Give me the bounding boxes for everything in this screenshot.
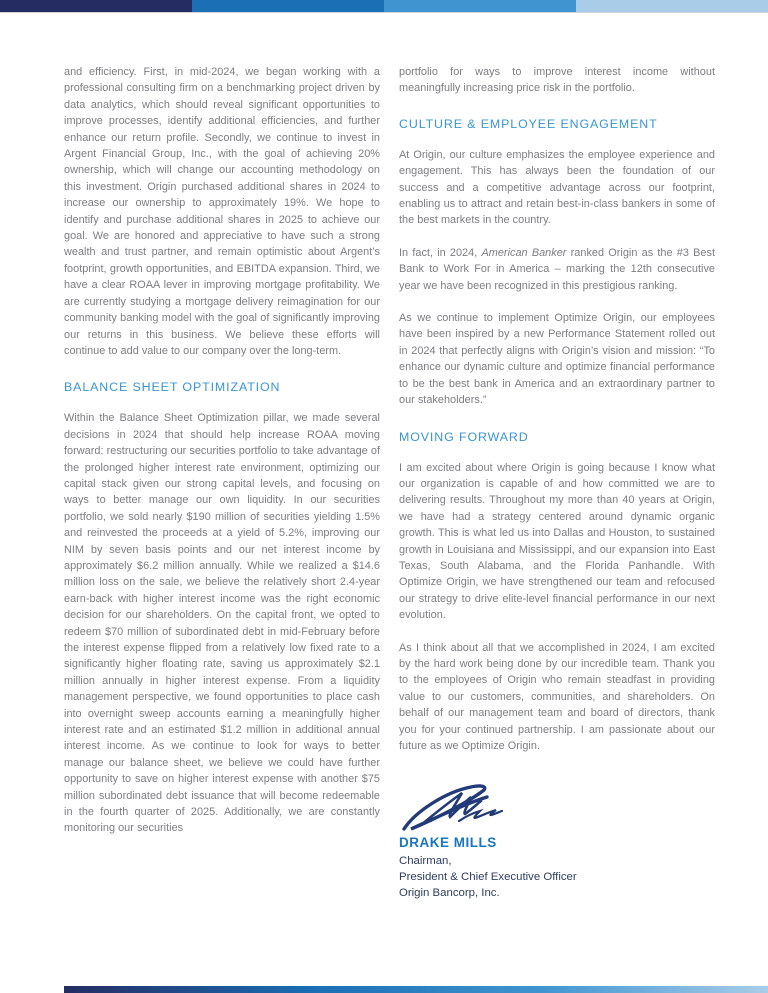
signer-name: DRAKE MILLS bbox=[399, 835, 497, 851]
paragraph: As I think about all that we accomplished in 2024, I am excited by the hard work being done by our incredible team. Thank you to the employees of Origin who remain steadfast in providing value to our customers, communities, and shareholders. On behalf of our management team and board of directors, thank you for your continued partnership. I am passionate about our future as we Optimize Origin. bbox=[399, 641, 715, 752]
top-accent-segment-blue bbox=[192, 0, 384, 12]
letter-body bbox=[64, 64, 715, 901]
paragraph: At Origin, our culture emphasizes the employee experience and engagement. This has always been the foundation of our success and a competitive advantage across our footprint, enabling us to attract and retain best-in-class bankers in some of the best markets in the country. bbox=[399, 148, 715, 227]
top-accent-segment-navy bbox=[0, 0, 192, 12]
publication-name: American Banker bbox=[481, 246, 567, 259]
paragraph: portfolio for ways to improve interest income without meaningfully increasing price risk in the portfolio. bbox=[399, 66, 715, 95]
paragraph: As we continue to implement Optimize Origin, our employees have been inspired by a new Performance Statement rolled out in 2024 that perfectly aligns with Origin’s vision and mission: “To enhance our dynamic culture and optimize financial performance to be the best bank in America and an extraordinary partner to our stakeholders.” bbox=[399, 312, 715, 407]
paragraph bbox=[399, 245, 715, 294]
paragraph: I am excited about where Origin is going because I know what our organization is capable of and how committed we are to delivering results. Throughout my more than 40 years at Origin, we have had a strategy centered around dynamic organic growth. This is what led us into Dallas and Houston, to sustained growth in Louisiana and Mississippi, and our expansion into East Texas, South Alabama, and the Florida Panhandle. With Optimize Origin, we have strengthened our team and refocused our strategy to drive elite-level financial performance in our next evolution. bbox=[399, 461, 715, 622]
left-column bbox=[64, 64, 380, 901]
paragraph: Within the Balance Sheet Optimization pillar, we made several decisions in 2024 that should help increase ROAA moving forward: restructuring our securities portfolio to take advantage of the prolonged higher interest rate environment, optimizing our capital stack given our strong capital levels, and focusing on ways to better manage our own liquidity. In our securities portfolio, we sold nearly $190 million of securities yielding 1.5% and reinvested the proceeds at a yield of 5.2%, improving our NIM by seven basis points and our net interest income by approximately $6.2 million annually. While we realized a $14.6 million loss on the sale, we believe the relatively short 2.4-year earn-back with higher interest income was the right economic decision for our shareholders. On the capital front, we opted to redeem $70 million of subordinated debt in mid-February before the interest expense flipped from a relatively low fixed rate to a significantly higher floating rate, saving us approximately $2.1 million annually in higher interest expense. From a liquidity management perspective, we found opportunities to place cash into overnight sweep accounts earning a meaningfully higher interest rate and an estimated $1.2 million in additional annual interest income. As we continue to look for ways to better manage our balance sheet, we believe we could have further opportunity to save on higher interest expense with another $75 million subordinated debt issuance that will become redeemable in the fourth quarter of 2025. Additionally, we are constantly monitoring our securities bbox=[64, 412, 380, 835]
signer-title-chairman: Chairman, bbox=[399, 855, 452, 868]
signer-title-president-ceo: President & Chief Executive Officer bbox=[399, 871, 577, 883]
section-heading-culture-employee-engagement: CULTURE & EMPLOYEE ENGAGEMENT bbox=[399, 116, 658, 131]
top-accent-bar bbox=[0, 0, 768, 12]
section-heading-moving-forward: MOVING FORWARD bbox=[399, 429, 529, 444]
paragraph: and efficiency. First, in mid-2024, we began working with a professional consulting firm on a benchmarking project driven by data analytics, which should reveal significant opportunities to improve processes, identify additional efficiencies, and further enhance our return profile. Secondly, we continue to invest in Argent Financial Group, Inc., with the goal of achieving 20% ownership, which will change our accounting methodology on this investment. Origin purchased additional shares in 2024 to increase our ownership to approximately 19%. We hope to identify and purchase additional shares in 2025 to achieve our goal. We are honored and appreciative to have such a strong wealth and trust partner, and remain optimistic about Argent’s footprint, growth opportunities, and EBITDA expansion. Third, we have a clear ROAA lever in improving mortgage profitability. We are currently studying a mortgage delivery reimagination for our community banking model with the goal of significantly improving our returns in this business. We believe these efforts will continue to add value to our company over the long-term. bbox=[64, 66, 380, 357]
paragraph-text: In fact, in 2024, bbox=[399, 246, 482, 259]
bottom-accent-bar bbox=[64, 986, 768, 993]
paragraph-text: ranked Origin as the #3 Best Bank to Work For in America – marking the 12th consecutive year we have been recognized in this prestigious ranking. bbox=[399, 246, 715, 292]
section-heading-balance-sheet-optimization: BALANCE SHEET OPTIMIZATION bbox=[64, 380, 281, 395]
drake-mills-signature-icon bbox=[401, 784, 505, 832]
top-accent-segment-medium-blue bbox=[384, 0, 576, 12]
top-accent-segment-light-blue bbox=[576, 0, 768, 12]
signature-block bbox=[399, 784, 715, 901]
signer-company: Origin Bancorp, Inc. bbox=[399, 886, 500, 899]
right-column bbox=[399, 64, 715, 901]
